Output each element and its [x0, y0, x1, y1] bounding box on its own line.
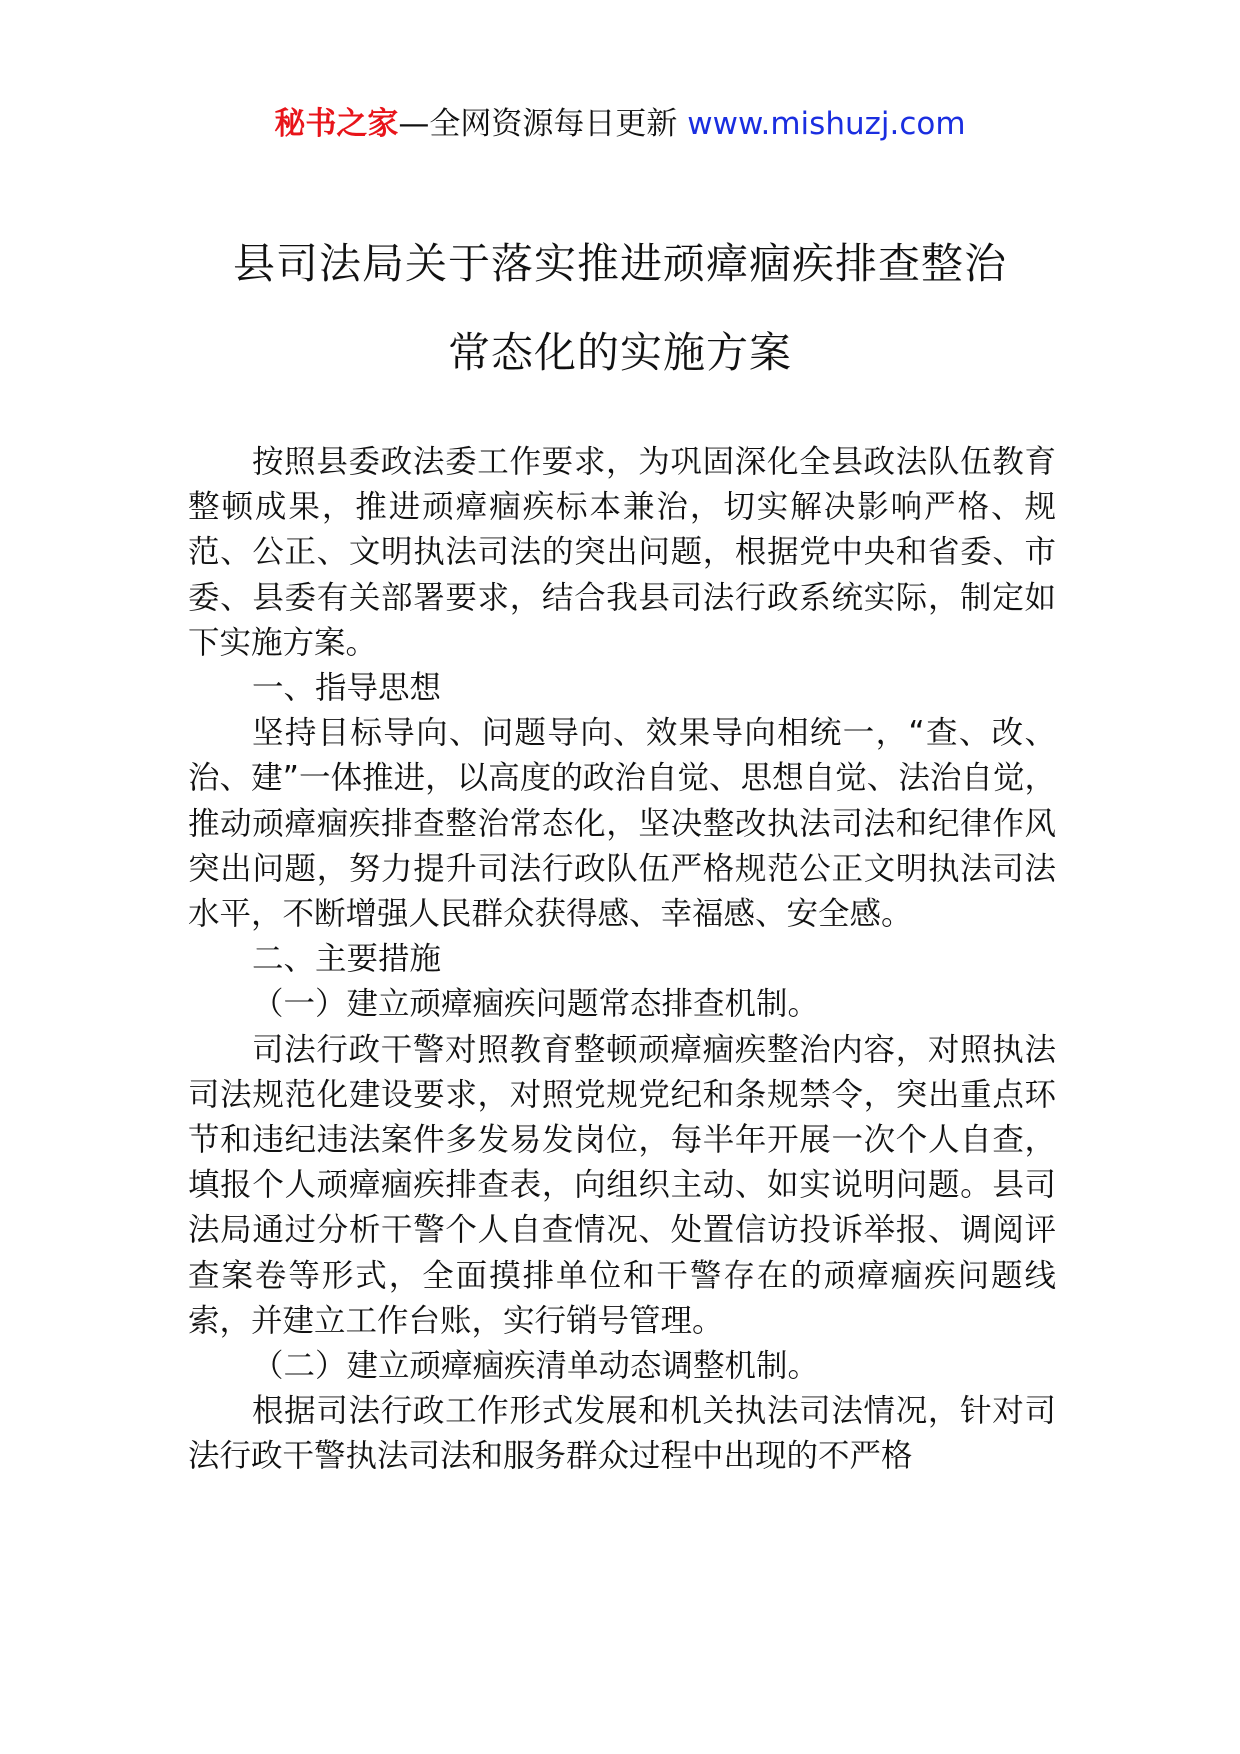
section-heading-main-measures: 二、主要措施: [252, 941, 442, 978]
subsection-heading-1: （一）建立顽瘴痼疾问题常态排查机制。: [252, 986, 820, 1023]
paragraph-intro: 按照县委政法委工作要求，为巩固深化全县政法队伍教育整顿成果，推进顽瘴痼疾标本兼治，切实解决影响严格、规范、公正、文明执法司法的突出问题，根据党中央和省委、市委、县委有关部署要求，结合我县司法行政系统实际，制定如下实施方案。: [188, 444, 1056, 661]
site-header: [0, 100, 1240, 148]
section-heading-guiding-thought: 一、指导思想: [252, 670, 442, 707]
site-url-link[interactable]: www.mishuzj.com: [687, 106, 966, 142]
paragraph-measure-2: 根据司法行政工作形式发展和机关执法司法情况，针对司法行政干警执法司法和服务群众过程中出现的不严格: [188, 1393, 1056, 1475]
paragraph-measure-1: 司法行政干警对照教育整顿顽瘴痼疾整治内容，对照执法司法规范化建设要求，对照党规党纪和条规禁令，突出重点环节和违纪违法案件多发易发岗位，每半年开展一次个人自查，填报个人顽瘴痼疾排查表，向组织主动、如实说明问题。县司法局通过分析干警个人自查情况、处置信访投诉举报、调阅评查案卷等形式，全面摸排单位和干警存在的顽瘴痼疾问题线索，并建立工作台账，实行销号管理。: [188, 1031, 1056, 1339]
document-body: [188, 440, 1056, 1480]
document-title-line-2: 常态化的实施方案: [447, 328, 792, 377]
subsection-heading-2: （二）建立顽瘴痼疾清单动态调整机制。: [252, 1348, 820, 1385]
document-title-line-1: 县司法局关于落实推进顽瘴痼疾排查整治: [232, 239, 1007, 288]
site-brand: 秘书之家: [274, 106, 399, 142]
site-tagline: —全网资源每日更新: [398, 106, 688, 142]
paragraph-guiding-thought: 坚持目标导向、问题导向、效果导向相统一，“查、改、治、建”一体推进，以高度的政治自觉、思想自觉、法治自觉，推动顽瘴痼疾排查整治常态化，坚决整改执法司法和纪律作风突出问题，努力提升司法行政队伍严格规范公正文明执法司法水平，不断增强人民群众获得感、幸福感、安全感。: [188, 715, 1056, 933]
